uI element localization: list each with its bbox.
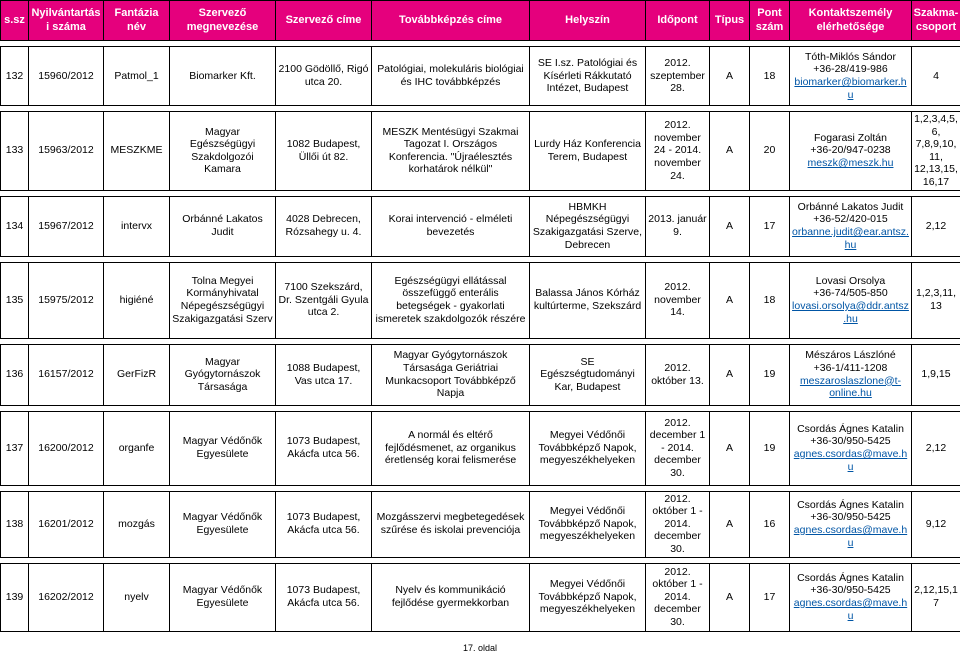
contact-email-link[interactable]: meszk@meszk.hu xyxy=(807,157,894,170)
cell-szakmacsoport: 2,12 xyxy=(912,196,960,256)
cell-nyilvantartasi: 15967/2012 xyxy=(29,196,104,256)
cell-kepzes: Nyelv és kommunikáció fejlődése gyermekkorban xyxy=(372,563,530,631)
cell-nyilvantartasi: 16200/2012 xyxy=(29,411,104,485)
contact-name: Orbánné Lakatos Judit xyxy=(797,200,904,213)
contact-phone: +36-1/411-1208 xyxy=(813,361,888,374)
cell-idopont: 2012. november 14. xyxy=(646,262,710,338)
header-row xyxy=(1,1,960,41)
table-row xyxy=(1,112,960,191)
col-header-kepzes-cim: Továbbképzés címe xyxy=(372,1,530,41)
cell-pont: 18 xyxy=(750,47,790,106)
cell-sorszam: 138 xyxy=(1,491,29,557)
contact-phone: +36-28/419-986 xyxy=(813,63,888,76)
contact-name: Tóth-Miklós Sándor xyxy=(804,50,897,63)
col-header-tipus: Típus xyxy=(710,1,750,41)
cell-kontakt xyxy=(790,112,912,191)
cell-kontakt xyxy=(790,196,912,256)
cell-kepzes: Mozgásszervi megbetegedések szűrése és iskolai prevenciója xyxy=(372,491,530,557)
contact-name: Csordás Ágnes Katalin xyxy=(797,571,904,584)
cell-tipus: A xyxy=(710,563,750,631)
cell-pont: 17 xyxy=(750,563,790,631)
cell-kontakt xyxy=(790,411,912,485)
cell-helyszin: Balassa János Kórház kultúrterme, Szekszárd xyxy=(530,262,646,338)
cell-kontakt xyxy=(790,47,912,106)
table-row xyxy=(1,196,960,256)
table-row xyxy=(1,491,960,557)
cell-sorszam: 136 xyxy=(1,344,29,405)
cell-kepzes: Korai intervenció - elméleti bevezetés xyxy=(372,196,530,256)
cell-helyszin: HBMKH Népegészségügyi Szakigazgatási Szerve, Debrecen xyxy=(530,196,646,256)
cell-tipus: A xyxy=(710,112,750,191)
cell-kepzes: MESZK Mentésügyi Szakmai Tagozat I. Országos Konferencia. "Újraélesztés korhatárok nélkül" xyxy=(372,112,530,191)
cell-kepzes: Magyar Gyógytornászok Társasága Geriátriai Munkacsoport Továbbképző Napja xyxy=(372,344,530,405)
cell-tipus: A xyxy=(710,344,750,405)
cell-szakmacsoport: 2,12,15,17 xyxy=(912,563,960,631)
contact-phone: +36-74/505-850 xyxy=(813,287,888,300)
cell-helyszin: Megyei Védőnői Továbbképző Napok, megyeszékhelyeken xyxy=(530,563,646,631)
cell-fantazianev: Patmol_1 xyxy=(104,47,170,106)
col-header-szervezo-nev: Szervező megnevezése xyxy=(170,1,276,41)
cell-szervezo: Magyar Védőnők Egyesülete xyxy=(170,563,276,631)
cell-kontakt xyxy=(790,262,912,338)
cell-szakmacsoport: 1,2,3,11,13 xyxy=(912,262,960,338)
contact-email-link[interactable]: agnes.csordas@mave.hu xyxy=(793,524,908,549)
contact-name: Csordás Ágnes Katalin xyxy=(797,422,904,435)
contact-phone: +36-52/420-015 xyxy=(813,213,888,226)
cell-szervezo-cim: 1073 Budapest, Akácfa utca 56. xyxy=(276,411,372,485)
cell-pont: 20 xyxy=(750,112,790,191)
cell-kontakt xyxy=(790,344,912,405)
cell-idopont: 2012. december 1 - 2014. december 30. xyxy=(646,411,710,485)
col-header-kontakt: Kontaktszemély elérhetősége xyxy=(790,1,912,41)
cell-pont: 17 xyxy=(750,196,790,256)
cell-idopont: 2012. október 1 - 2014. december 30. xyxy=(646,563,710,631)
contact-email-link[interactable]: agnes.csordas@mave.hu xyxy=(793,597,908,622)
contact-phone: +36-30/950-5425 xyxy=(810,435,891,448)
cell-szervezo: Magyar Gyógytornászok Társasága xyxy=(170,344,276,405)
cell-szervezo-cim: 4028 Debrecen, Rózsahegy u. 4. xyxy=(276,196,372,256)
table-row xyxy=(1,411,960,485)
col-header-sorszam: s.sz xyxy=(1,1,29,41)
cell-pont: 16 xyxy=(750,491,790,557)
cell-tipus: A xyxy=(710,491,750,557)
cell-idopont: 2013. január 9. xyxy=(646,196,710,256)
cell-fantazianev: organfe xyxy=(104,411,170,485)
col-header-pontszam: Pont szám xyxy=(750,1,790,41)
cell-szervezo-cim: 1088 Budapest, Vas utca 17. xyxy=(276,344,372,405)
contact-email-link[interactable]: agnes.csordas@mave.hu xyxy=(793,448,908,473)
cell-fantazianev: MESZKME xyxy=(104,112,170,191)
cell-kepzes: A normál és eltérő fejlődésmenet, az organikus éretlenség korai felismerése xyxy=(372,411,530,485)
cell-kontakt xyxy=(790,491,912,557)
contact-name: Fogarasi Zoltán xyxy=(814,131,887,144)
contact-name: Lovasi Orsolya xyxy=(815,274,886,287)
cell-szakmacsoport: 4 xyxy=(912,47,960,106)
cell-tipus: A xyxy=(710,411,750,485)
table-row xyxy=(1,344,960,405)
cell-fantazianev: mozgás xyxy=(104,491,170,557)
cell-kepzes: Egészségügyi ellátással összefüggő enterális betegségek - gyakorlati ismeretek szakdolgozók részére xyxy=(372,262,530,338)
cell-szakmacsoport: 1,2,3,4,5,6, 7,8,9,10,11, 12,13,15, 16,17 xyxy=(912,112,960,191)
cell-sorszam: 135 xyxy=(1,262,29,338)
table-row xyxy=(1,563,960,631)
cell-fantazianev: GerFizR xyxy=(104,344,170,405)
contact-email-link[interactable]: lovasi.orsolya@ddr.antsz.hu xyxy=(792,300,909,325)
contact-name: Mészáros Lászlóné xyxy=(805,349,896,362)
cell-szakmacsoport: 9,12 xyxy=(912,491,960,557)
cell-kontakt xyxy=(790,563,912,631)
cell-helyszin: SE Egészségtudományi Kar, Budapest xyxy=(530,344,646,405)
cell-szervezo: Magyar Védőnők Egyesülete xyxy=(170,411,276,485)
cell-pont: 19 xyxy=(750,411,790,485)
contact-email-link[interactable]: orbanne.judit@ear.antsz.hu xyxy=(792,226,909,251)
cell-helyszin: Megyei Védőnői Továbbképző Napok, megyeszékhelyeken xyxy=(530,411,646,485)
cell-sorszam: 139 xyxy=(1,563,29,631)
cell-nyilvantartasi: 16157/2012 xyxy=(29,344,104,405)
cell-kepzes: Patológiai, molekuláris biológiai és IHC továbbképzés xyxy=(372,47,530,106)
contact-phone: +36-30/950-5425 xyxy=(810,584,891,597)
cell-idopont: 2012. november 24 - 2014. november 24. xyxy=(646,112,710,191)
cell-szervezo-cim: 7100 Szekszárd, Dr. Szentgáli Gyula utca 2. xyxy=(276,262,372,338)
cell-szervezo-cim: 1073 Budapest, Akácfa utca 56. xyxy=(276,491,372,557)
cell-idopont: 2012. október 1 - 2014. december 30. xyxy=(646,491,710,557)
contact-phone: +36-30/950-5425 xyxy=(810,511,891,524)
cell-szakmacsoport: 1,9,15 xyxy=(912,344,960,405)
col-header-szakmacsoport: Szakma-csoport xyxy=(912,1,960,41)
cell-szervezo: Magyar Egészségügyi Szakdolgozói Kamara xyxy=(170,112,276,191)
table-row xyxy=(1,262,960,338)
cell-szervezo: Biomarker Kft. xyxy=(170,47,276,106)
contact-email-link[interactable]: meszaroslaszlone@t-online.hu xyxy=(799,374,902,400)
cell-sorszam: 132 xyxy=(1,47,29,106)
cell-sorszam: 134 xyxy=(1,196,29,256)
cell-szakmacsoport: 2,12 xyxy=(912,411,960,485)
cell-nyilvantartasi: 15963/2012 xyxy=(29,112,104,191)
col-header-szervezo-cim: Szervező címe xyxy=(276,1,372,41)
col-header-fantazianev: Fantázia név xyxy=(104,1,170,41)
cell-fantazianev: higiéné xyxy=(104,262,170,338)
cell-tipus: A xyxy=(710,47,750,106)
col-header-helyszin: Helyszín xyxy=(530,1,646,41)
contact-phone: +36-20/947-0238 xyxy=(810,144,891,157)
cell-szervezo-cim: 1073 Budapest, Akácfa utca 56. xyxy=(276,563,372,631)
cell-szervezo: Magyar Védőnők Egyesülete xyxy=(170,491,276,557)
cell-fantazianev: intervx xyxy=(104,196,170,256)
cell-szervezo: Orbánné Lakatos Judit xyxy=(170,196,276,256)
cell-nyilvantartasi: 16201/2012 xyxy=(29,491,104,557)
contact-name: Csordás Ágnes Katalin xyxy=(797,498,904,511)
cell-helyszin: SE I.sz. Patológiai és Kísérleti Rákkutató Intézet, Budapest xyxy=(530,47,646,106)
cell-fantazianev: nyelv xyxy=(104,563,170,631)
cell-sorszam: 137 xyxy=(1,411,29,485)
cell-szervezo-cim: 1082 Budapest, Üllői út 82. xyxy=(276,112,372,191)
cell-nyilvantartasi: 15960/2012 xyxy=(29,47,104,106)
cell-idopont: 2012. szeptember 28. xyxy=(646,47,710,106)
cell-szervezo-cim: 2100 Gödöllő, Rigó utca 20. xyxy=(276,47,372,106)
cell-tipus: A xyxy=(710,196,750,256)
col-header-idopont: Időpont xyxy=(646,1,710,41)
col-header-nyilvantartasi: Nyilvántartási száma xyxy=(29,1,104,41)
cell-pont: 18 xyxy=(750,262,790,338)
cell-tipus: A xyxy=(710,262,750,338)
contact-email-link[interactable]: biomarker@biomarker.hu xyxy=(794,76,907,101)
cell-szervezo: Tolna Megyei Kormányhivatal Népegészségügyi Szakigazgatási Szerv xyxy=(170,262,276,338)
table-row xyxy=(1,47,960,106)
cell-nyilvantartasi: 15975/2012 xyxy=(29,262,104,338)
cell-pont: 19 xyxy=(750,344,790,405)
cell-helyszin: Lurdy Ház Konferencia Terem, Budapest xyxy=(530,112,646,191)
cell-nyilvantartasi: 16202/2012 xyxy=(29,563,104,631)
cell-helyszin: Megyei Védőnői Továbbképző Napok, megyeszékhelyeken xyxy=(530,491,646,557)
page-number: 17. oldal xyxy=(462,643,498,653)
cell-sorszam: 133 xyxy=(1,112,29,191)
cell-idopont: 2012. október 13. xyxy=(646,344,710,405)
